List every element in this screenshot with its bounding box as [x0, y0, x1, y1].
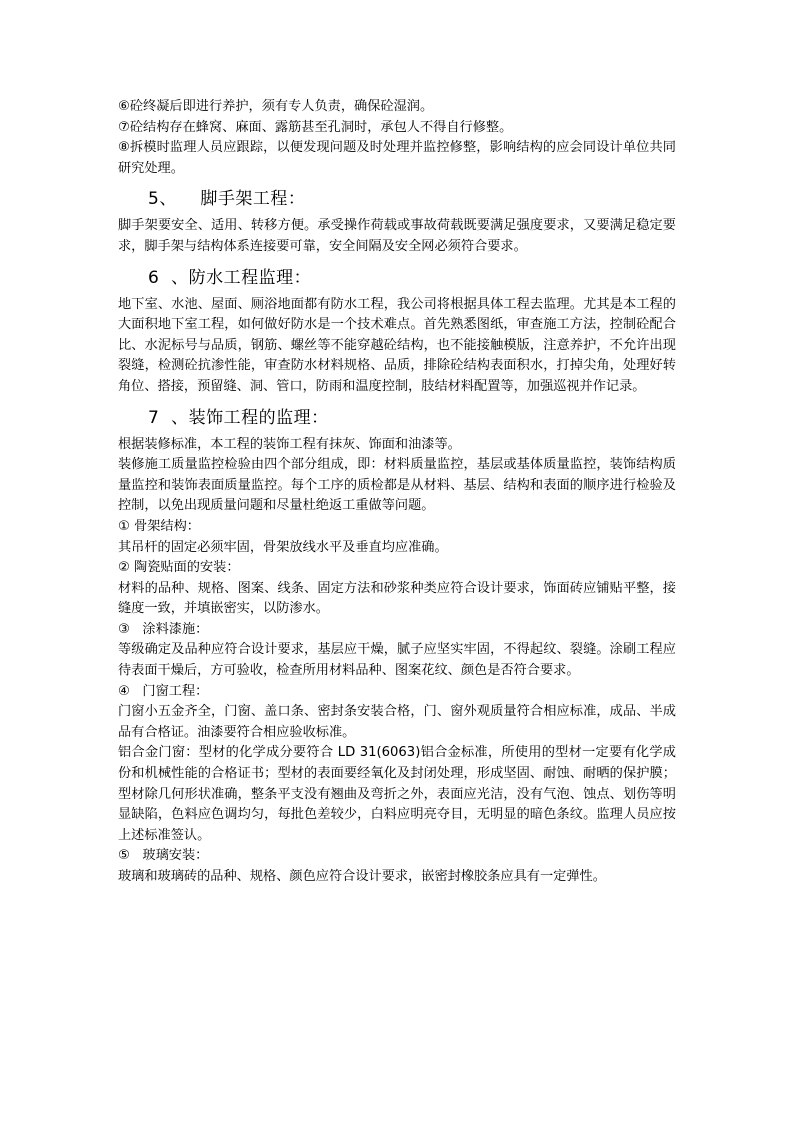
- text-line: ⑥砼终凝后即进行养护，须有专人负责，确保砼湿润。: [118, 99, 434, 114]
- text-line: ⑦砼结构存在蜂窝、麻面、露筋甚至孔洞时，承包人不得自行修整。: [118, 119, 513, 135]
- subheading-line: ④ 门窗工程：: [118, 683, 209, 699]
- text-paragraph: 材料的品种、规格、图案、线条、固定方法和砂浆种类应符合设计要求，饰面砖应铺贴平整，接缝度一致，并填嵌密实，以防渗水。: [118, 580, 676, 617]
- text-paragraph: 装修施工质量监控检验由四个部分组成，即：材料质量监控，基层或基体质量监控，装饰结构质量监控和装饰表面质量监控。每个工序的质检都是从材料、基层、结构和表面的顺序进行检验及控制，以免出现质量问题和尽量杜绝返工重做等问题。: [118, 457, 676, 514]
- subheading-line: ② 陶瓷贴面的安装：: [118, 560, 240, 576]
- text-paragraph: 门窗小五金齐全，门窗、盖口条、密封条安装合格，门、窗外观质量符合相应标准，成品、半成品有合格证。油漆要符合相应验收标准。: [118, 704, 676, 740]
- text-paragraph: 玻璃和玻璃砖的品种、规格、颜色应符合设计要求，嵌密封橡胶条应具有一定弹性。: [118, 869, 606, 884]
- text-paragraph: 地下室、水池、屋面、厕浴地面都有防水工程，我公司将根据具体工程去监理。尤其是本工程的大面积地下室工程，如何做好防水是一个技术难点。首先熟悉图纸，审查施工方法，控制砼配合比、水泥标号与品质，钢筋、螺丝等不能穿越砼结构，也不能接触模版，注意养护，不允许出现裂缝，检测砼抗渗性能，审查防水材料规格、品质，排除砼结构表面积水，打掉尖角，处理好转角位、搭接，预留缝、洞、管口，防雨和温度控制，肢结材料配置等，加强巡视并作记录。: [118, 296, 676, 394]
- text-paragraph: ⑧拆模时监理人员应跟踪，以便发现问题及时处理并监控修整，影响结构的应会同设计单位共同研究处理。: [118, 140, 676, 176]
- section-heading: 5、 脚手架工程：: [148, 189, 306, 210]
- text-paragraph: 铝合金门窗：型材的化学成分要符合 LD 31(6063)铝合金标准，所使用的型材一定要有化学成份和机械性能的合格证书；型材的表面要经氧化及封闭处理，形成坚固、耐蚀、耐晒的保护膜；型材除几何形状准确，整条平支没有翘曲及弯折之外，表面应光洁，没有气泡、蚀点、划伤等明显缺陷，色料应色调均匀，每批色差较少，白料应明亮夺目，无明显的暗色条纹。监理人员应按上述标准签认。: [118, 745, 676, 843]
- text-paragraph: 脚手架要安全、适用、转移方便。承受操作荷载或事故荷载既要满足强度要求，又要满足稳定要求，脚手架与结构体系连接要可靠，安全间隔及安全网必须符合要求。: [118, 218, 676, 254]
- subheading-line: ① 骨架结构：: [118, 518, 200, 534]
- section-heading: 7 、装饰工程的监理：: [148, 407, 329, 428]
- subheading-line: ③ 涂料漆施：: [118, 621, 209, 637]
- text-paragraph: 根据装修标准，本工程的装饰工程有抹灰、饰面和油漆等。: [118, 436, 461, 452]
- text-paragraph: 等级确定及品种应符合设计要求，基层应干燥，腻子应坚实牢固，不得起纹、裂缝。涂刷工程应待表面干燥后，方可验收，检查所用材料品种、图案花纹、颜色是否符合要求。: [118, 642, 676, 679]
- text-paragraph: 其吊杆的固定必须牢固，骨架放线水平及垂直均应准确。: [118, 539, 448, 555]
- subheading-line: ⑤ 玻璃安装：: [118, 848, 209, 864]
- document-page: [118, 97, 676, 888]
- section-heading: 6 、防水工程监理：: [148, 267, 312, 288]
